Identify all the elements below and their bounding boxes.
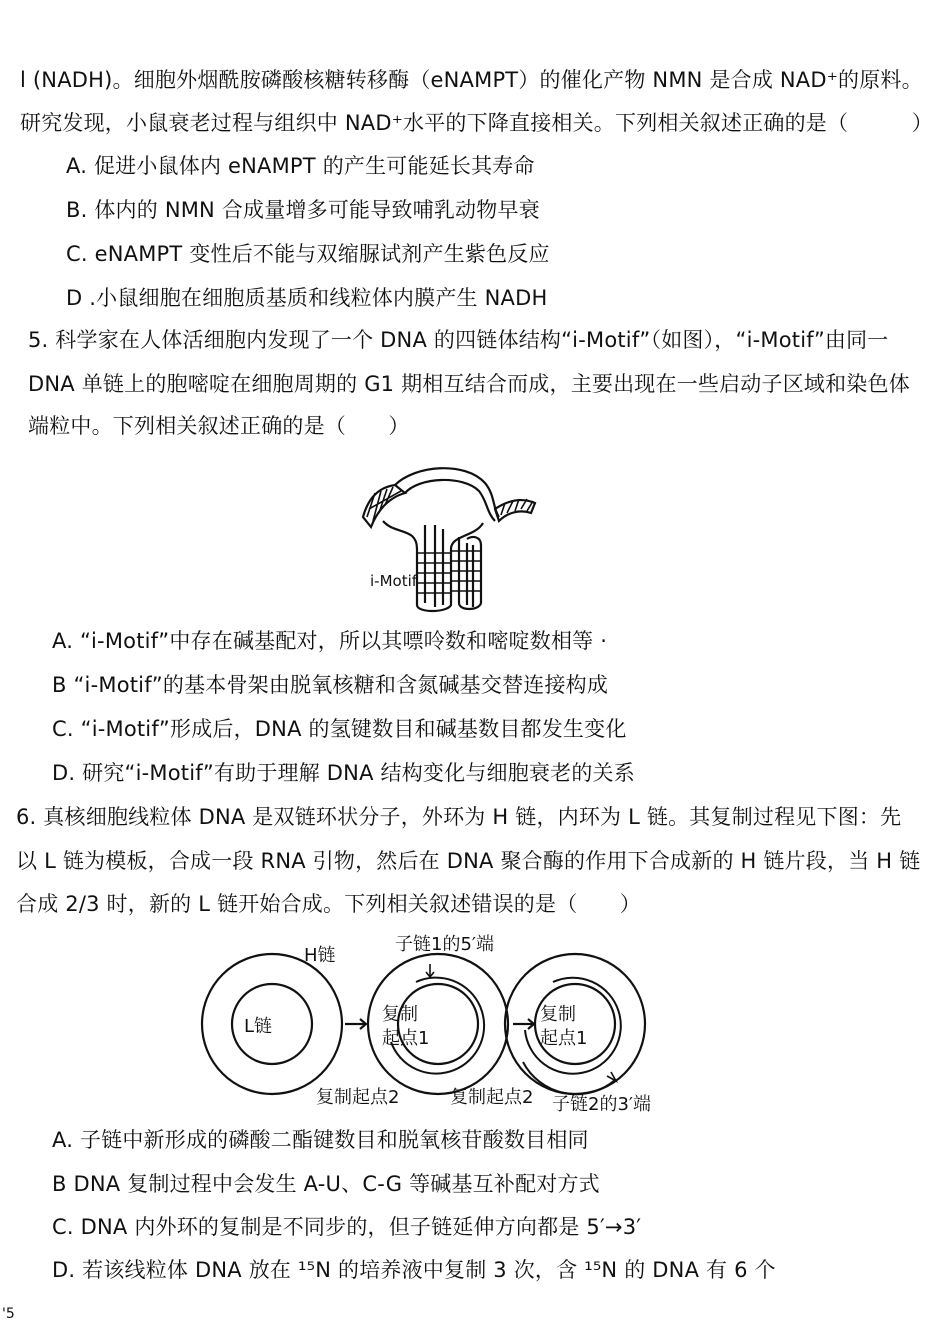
origin-1-label-b-2: 起点1 bbox=[540, 1028, 588, 1049]
h-chain-label: H链 bbox=[304, 945, 336, 966]
q6-stem-line-2: 以 L 链为模板，合成一段 RNA 引物，然后在 DNA 聚合酶的作用下合成新的 H 链片段，当 H 链 bbox=[16, 849, 921, 873]
q4-option-b: B. 体内的 NMN 合成量增多可能导致哺乳动物早衰 bbox=[66, 198, 540, 222]
q6-option-d: D. 若该线粒体 DNA 放在 ¹⁵N 的培养液中复制 3 次，含 ¹⁵N 的 DNA 有 6 个 bbox=[52, 1258, 776, 1282]
q4-stem-line-1: l (NADH)。细胞外烟酰胺磷酸核糖转移酶（eNAMPT）的催化产物 NMN 是合成 NAD⁺的原料。 bbox=[20, 68, 923, 92]
origin-1-label-a: 复制 bbox=[382, 1004, 418, 1025]
origin-2-label-right: 复制起点2 bbox=[450, 1087, 534, 1108]
origin-2-label-left: 复制起点2 bbox=[316, 1087, 400, 1108]
q4-option-a: A. 促进小鼠体内 eNAMPT 的产生可能延长其寿命 bbox=[66, 154, 535, 178]
q5-option-a: A. “i-Motif”中存在碱基配对，所以其嘌呤数和嘧啶数相等 · bbox=[52, 629, 608, 653]
q6-stem-line-3: 合成 2/3 时，新的 L 链开始合成。下列相关叙述错误的是（ ） bbox=[16, 892, 641, 916]
q6-option-b: B DNA 复制过程中会发生 A-U、C-G 等碱基互补配对方式 bbox=[52, 1172, 600, 1196]
i-motif-label: i-Motif bbox=[370, 572, 418, 590]
q4-option-c: C. eNAMPT 变性后不能与双缩脲试剂产生紫色反应 bbox=[66, 242, 550, 266]
i-motif-figure bbox=[355, 465, 550, 615]
q6-option-a: A. 子链中新形成的磷酸二酯键数目和脱氧核苷酸数目相同 bbox=[52, 1128, 589, 1152]
q5-option-b: B “i-Motif”的基本骨架由脱氧核糖和含氮碱基交替连接构成 bbox=[52, 673, 609, 697]
q4-option-d: D .小鼠细胞在细胞质基质和线粒体内膜产生 NADH bbox=[66, 286, 548, 310]
page-marker: '5 bbox=[2, 1306, 15, 1322]
origin-1-label-a-2: 复制 bbox=[540, 1004, 576, 1025]
q5-option-c: C. “i-Motif”形成后，DNA 的氢键数目和碱基数目都发生变化 bbox=[52, 717, 627, 741]
q6-stem-line-1: 6. 真核细胞线粒体 DNA 是双链环状分子，外环为 H 链，内环为 L 链。其复制过程见下图：先 bbox=[16, 805, 902, 829]
q5-stem-line-2: DNA 单链上的胞嘧啶在细胞周期的 G1 期相互结合而成，主要出现在一些启动子区域和染色体 bbox=[28, 372, 910, 396]
q6-option-c: C. DNA 内外环的复制是不同步的，但子链延伸方向都是 5′→3′ bbox=[52, 1215, 642, 1239]
q5-stem-line-3: 端粒中。下列相关叙述正确的是（ ） bbox=[28, 414, 410, 438]
l-chain-label: L链 bbox=[244, 1016, 273, 1037]
origin-1-label-b: 起点1 bbox=[382, 1028, 430, 1049]
q5-stem-line-1: 5. 科学家在人体活细胞内发现了一个 DNA 的四链体结构“i-Motif”（如图），“i-Motif”由同一 bbox=[28, 328, 889, 352]
q4-stem-line-2: 研究发现，小鼠衰老过程与组织中 NAD⁺水平的下降直接相关。下列相关叙述正确的是（ ） bbox=[20, 111, 934, 135]
q5-option-d: D. 研究“i-Motif”有助于理解 DNA 结构变化与细胞衰老的关系 bbox=[52, 761, 635, 785]
daughter-strand-1-5prime-label: 子链1的5′端 bbox=[395, 934, 494, 955]
daughter-strand-2-3prime-label: 子链2的3′端 bbox=[552, 1094, 651, 1115]
